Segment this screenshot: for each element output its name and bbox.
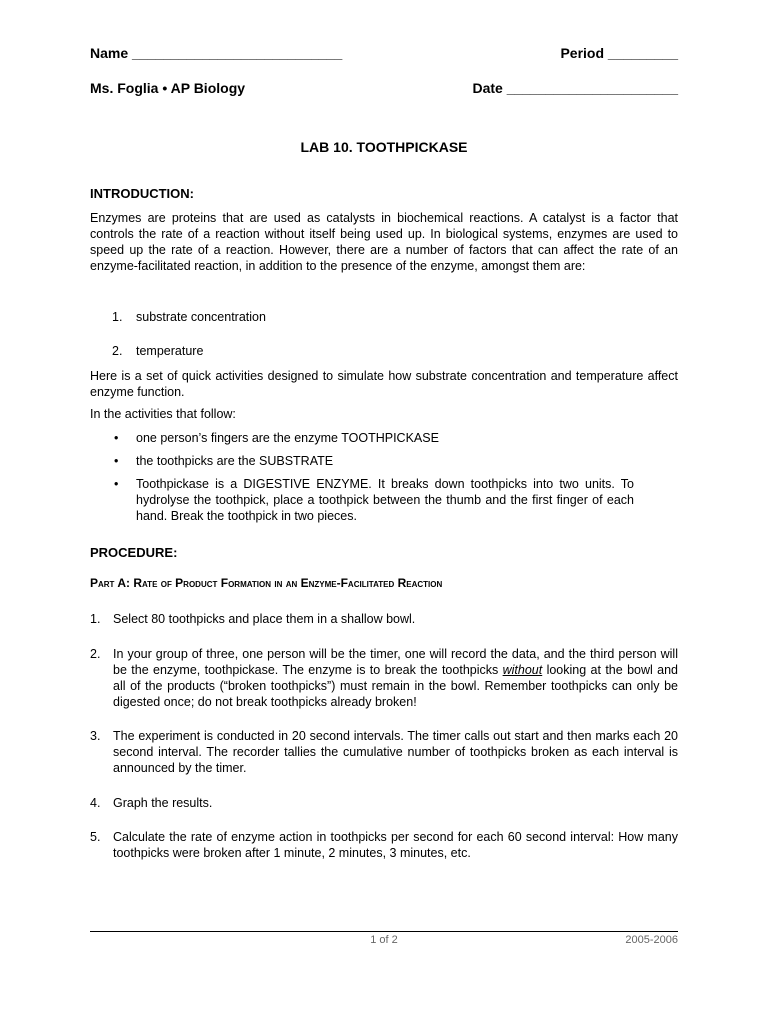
- factor-text: temperature: [136, 344, 204, 358]
- bullet-symbol: •: [114, 477, 119, 491]
- step-text-part: In your group of three, one person will be the timer, one will record the data, and the third person will be the enzyme, toothpickase. The enzyme is to break the toothpicks: [113, 647, 678, 677]
- step-number: 3.: [90, 729, 101, 743]
- period-field-label: Period _________: [560, 45, 678, 61]
- step-text: Calculate the rate of enzyme action in toothpicks per second for each 60 second interval: How many toothpicks were broken after 1 minute, 2 minutes, 3 minutes, etc.: [113, 830, 678, 860]
- footer-divider: [90, 931, 678, 932]
- lab-title: LAB 10. TOOTHPICKASE: [300, 139, 468, 155]
- bullet-text: one person’s fingers are the enzyme TOOTHPICKASE: [136, 431, 439, 445]
- introduction-heading: INTRODUCTION:: [90, 186, 194, 201]
- bullet-symbol: •: [114, 454, 119, 468]
- procedure-heading: PROCEDURE:: [90, 545, 178, 560]
- factor-number: 1.: [112, 310, 123, 324]
- factor-number: 2.: [112, 344, 123, 358]
- step-text: Select 80 toothpicks and place them in a shallow bowl.: [113, 612, 416, 626]
- teacher-course-label: Ms. Foglia • AP Biology: [90, 80, 246, 96]
- introduction-paragraph: Enzymes are proteins that are used as catalysts in biochemical reactions. A catalyst is a factor that controls the rate of a reaction without itself being used up. In biological systems, enzymes are used to speed up the rate of a reaction. However, there are a number of factors that can affect the rate of an enzyme-facilitated reaction, in addition to the presence of the enzyme, amongst them are:: [90, 211, 678, 273]
- step-text: The experiment is conducted in 20 second intervals. The timer calls out start and then marks each 20 second interval. The recorder tallies the cumulative number of toothpicks broken as each interval is announced by the timer.: [113, 729, 678, 775]
- bullet-text: Toothpickase is a DIGESTIVE ENZYME. It breaks down toothpicks into two units. To hydrolyse the toothpick, place a toothpick between the thumb and the first finger of each hand. Break the toothpick in two pieces.: [136, 477, 634, 523]
- activities-paragraph: Here is a set of quick activities designed to simulate how substrate concentration and temperature affect enzyme function.: [90, 369, 678, 399]
- step-text-part: looking at the bowl and all of the products (“broken toothpicks”) must remain in the bowl. Remember toothpicks can only be digested once; do not break toothpicks already broken!: [113, 663, 678, 709]
- date-field-label: Date ______________________: [472, 80, 678, 96]
- activities-intro: In the activities that follow:: [90, 407, 236, 421]
- page-number: 1 of 2: [370, 934, 398, 946]
- bullet-text: the toothpicks are the SUBSTRATE: [136, 454, 334, 468]
- step-number: 4.: [90, 796, 101, 810]
- emphasis-without: without: [502, 663, 543, 677]
- school-year: 2005-2006: [625, 934, 678, 946]
- name-field-label: Name ___________________________: [90, 45, 343, 61]
- step-number: 5.: [90, 830, 101, 844]
- step-number: 2.: [90, 647, 101, 661]
- bullet-symbol: •: [114, 431, 119, 445]
- step-text: Graph the results.: [113, 796, 213, 810]
- step-text: [113, 646, 678, 710]
- part-a-title: Part A: Rate of Product Formation in an Enzyme-Facilitated Reaction: [90, 576, 443, 590]
- step-number: 1.: [90, 612, 101, 626]
- factor-text: substrate concentration: [136, 310, 266, 324]
